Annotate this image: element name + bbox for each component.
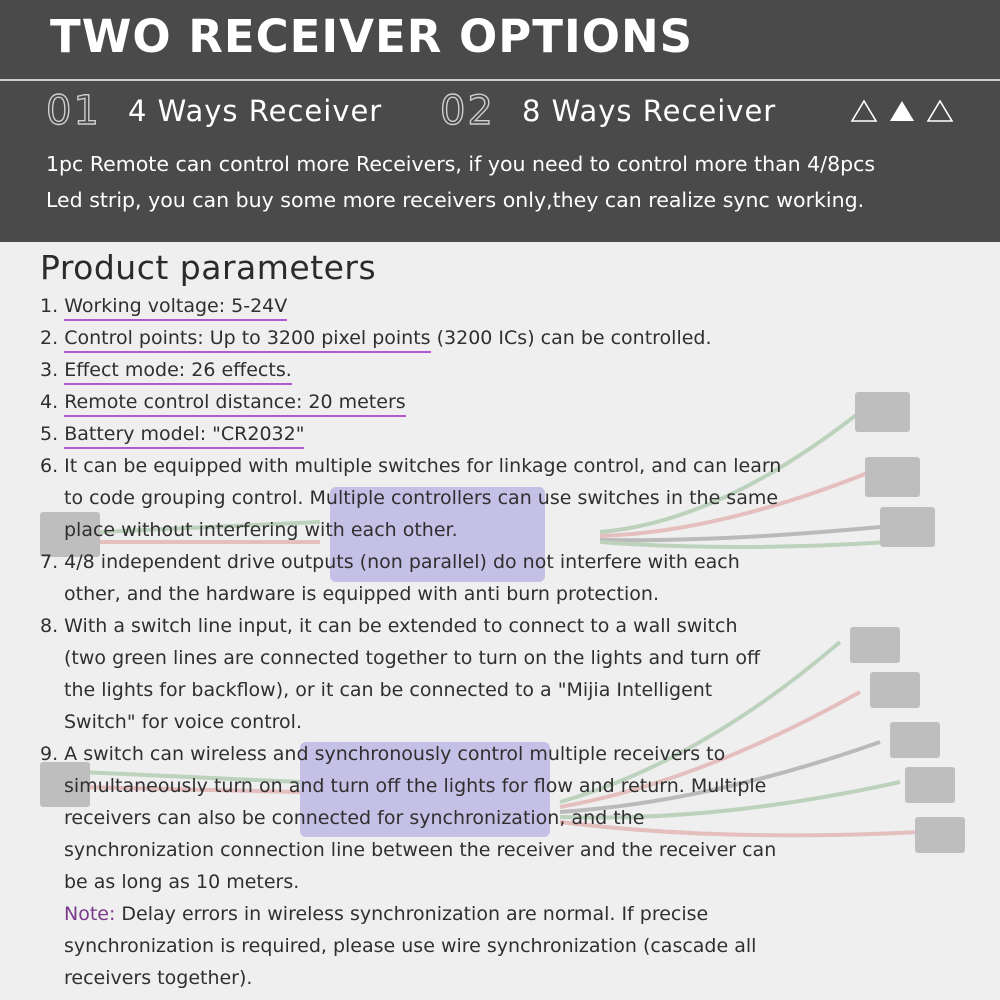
list-item-line: 6. It can be equipped with multiple switches for linkage control, and can learn xyxy=(40,455,782,477)
list-item xyxy=(40,322,980,354)
triangle-icons xyxy=(848,93,958,127)
option-number: 02 xyxy=(440,88,495,134)
list-item-line: simultaneously turn on and turn off the lights for flow and return. Multiple xyxy=(64,775,767,797)
option-number: 01 xyxy=(46,88,101,134)
note-line: receivers together). xyxy=(64,967,253,989)
item-number: 2. xyxy=(40,327,59,349)
list-item-line: be as long as 10 meters. xyxy=(64,871,300,893)
item-rest: (3200 ICs) can be controlled. xyxy=(430,327,712,349)
intro-text xyxy=(46,146,986,218)
note-text: Delay errors in wireless synchronization are normal. If precise xyxy=(115,903,709,925)
item-highlight: Control points: Up to 3200 pixel points xyxy=(64,325,430,353)
section-title: Product parameters xyxy=(40,248,377,287)
list-item-line: synchronization connection line between the receiver and the receiver can xyxy=(64,839,777,861)
item-highlight: Remote control distance: 20 meters xyxy=(64,389,405,417)
list-item xyxy=(40,354,980,386)
item-highlight: Effect mode: 26 effects. xyxy=(64,357,292,385)
option-4-ways xyxy=(46,88,382,138)
intro-line: Led strip, you can buy some more receivers only,they can realize sync working. xyxy=(46,188,865,212)
list-item-line: other, and the hardware is equipped with anti burn protection. xyxy=(64,583,659,605)
item-number: 3. xyxy=(40,359,59,381)
list-item-line: 8. With a switch line input, it can be extended to connect to a wall switch xyxy=(40,615,738,637)
list-item-line: to code grouping control. Multiple controllers can use switches in the same xyxy=(64,487,779,509)
list-item-line: receivers can also be connected for synchronization, and the xyxy=(64,807,645,829)
list-item-line: 9. A switch can wireless and synchronously control multiple receivers to xyxy=(40,743,726,765)
list-item-line: place without interfering with each other. xyxy=(64,519,458,541)
triangle-outline-icon xyxy=(928,101,952,121)
title-divider xyxy=(0,79,1000,81)
item-highlight: Working voltage: 5-24V xyxy=(64,293,287,321)
option-label: 4 Ways Receiver xyxy=(128,94,383,128)
option-8-ways xyxy=(440,88,776,138)
header-banner xyxy=(0,0,1000,242)
item-highlight: Battery model: "CR2032" xyxy=(64,421,304,449)
list-item xyxy=(40,386,980,418)
list-item-line: Switch" for voice control. xyxy=(64,711,302,733)
item-number: 1. xyxy=(40,295,59,317)
triangle-outline-icon xyxy=(852,101,876,121)
main-title: TWO RECEIVER OPTIONS xyxy=(50,10,694,63)
list-item-line: 7. 4/8 independent drive outputs (non parallel) do not interfere with each xyxy=(40,551,740,573)
option-label: 8 Ways Receiver xyxy=(522,94,777,128)
intro-line: 1pc Remote can control more Receivers, if you need to control more than 4/8pcs xyxy=(46,152,876,176)
parameters-list xyxy=(40,290,980,994)
list-item-line: (two green lines are connected together to turn on the lights and turn off xyxy=(64,647,761,669)
note-line xyxy=(40,898,980,930)
triangle-filled-icon xyxy=(890,101,914,121)
note-label: Note: xyxy=(64,903,116,925)
list-item xyxy=(40,290,980,322)
list-item-line: the lights for backflow), or it can be connected to a "Mijia Intelligent xyxy=(64,679,713,701)
item-number: 5. xyxy=(40,423,59,445)
item-number: 4. xyxy=(40,391,59,413)
note-line: synchronization is required, please use wire synchronization (cascade all xyxy=(64,935,757,957)
list-item xyxy=(40,418,980,450)
